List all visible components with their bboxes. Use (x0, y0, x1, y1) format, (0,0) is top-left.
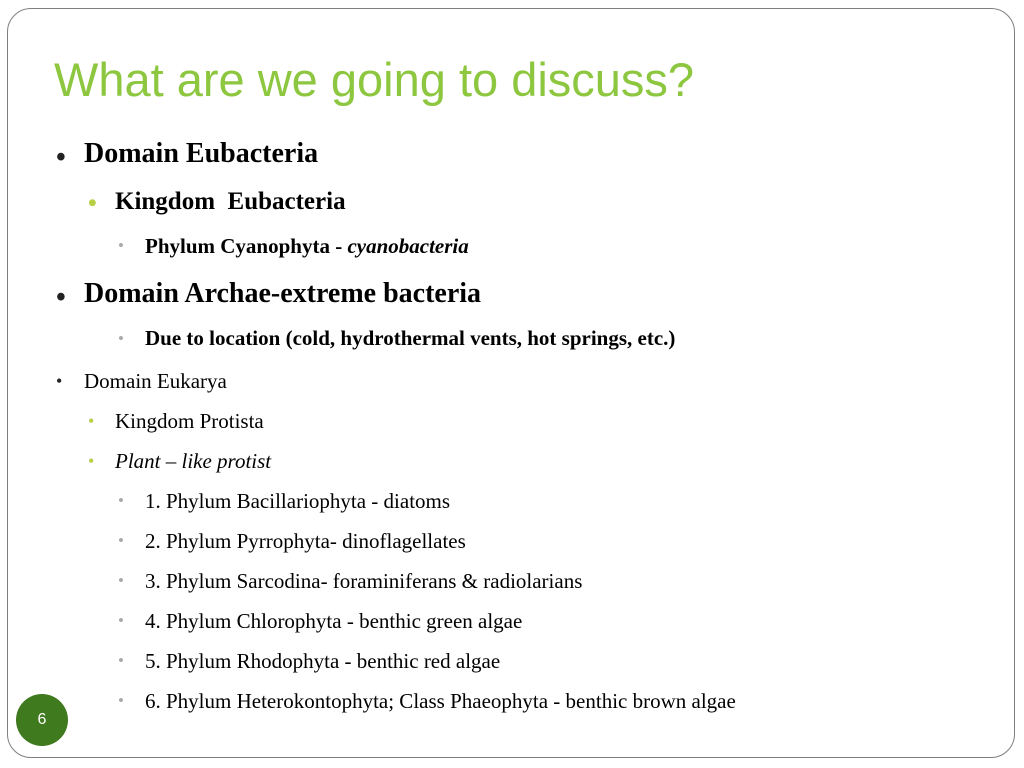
bullet-icon: • (118, 611, 124, 630)
cyanobacteria-label: cyanobacteria (347, 234, 469, 258)
list-item-phylum-cyanophyta (145, 236, 469, 257)
list-item-phylum-6: 6. Phylum Heterokontophyta; Class Phaeophyta - benthic brown algae (145, 689, 736, 713)
list-item-kingdom-protista: Kingdom Protista (115, 409, 264, 433)
list-item-domain-archae: Domain Archae-extreme bacteria (84, 278, 482, 309)
list-item-phylum-4: 4. Phylum Chlorophyta - benthic green algae (145, 609, 523, 633)
list-item-domain-eukarya: Domain Eukarya (84, 369, 227, 393)
list-item-phylum-3: 3. Phylum Sarcodina- foraminiferans & radiolarians (145, 569, 583, 593)
bullet-icon: • (88, 190, 97, 217)
bullet-icon: • (56, 142, 66, 173)
list-item-kingdom-eubacteria: Kingdom Eubacteria (115, 188, 346, 215)
bullet-icon: • (118, 531, 124, 550)
bullet-icon: • (118, 651, 124, 670)
list-item-phylum-1: 1. Phylum Bacillariophyta - diatoms (145, 489, 451, 513)
bullet-icon: • (56, 371, 63, 391)
list-item-phylum-2: 2. Phylum Pyrrophyta- dinoflagellates (145, 529, 466, 553)
bullet-icon: • (118, 236, 124, 255)
bullet-icon: • (88, 411, 95, 431)
bullet-icon: • (118, 491, 124, 510)
phylum-cyanophyta-label: Phylum Cyanophyta - (145, 234, 348, 258)
page-number-badge (16, 694, 68, 746)
list-item-domain-eubacteria: Domain Eubacteria (84, 138, 319, 169)
list-item-phylum-5: 5. Phylum Rhodophyta - benthic red algae (145, 649, 501, 673)
bullet-icon: • (118, 691, 124, 710)
slide-title: What are we going to discuss? (54, 53, 695, 106)
page-number: 6 (37, 711, 47, 728)
bullet-icon: • (88, 451, 95, 471)
bullet-icon: • (56, 282, 66, 313)
list-item-archae-location: Due to location (cold, hydrothermal vents, hot springs, etc.) (145, 326, 676, 350)
bullet-icon: • (118, 571, 124, 590)
list-item-plant-like-protist: Plant – like protist (115, 449, 272, 473)
bullet-icon: • (118, 329, 124, 348)
